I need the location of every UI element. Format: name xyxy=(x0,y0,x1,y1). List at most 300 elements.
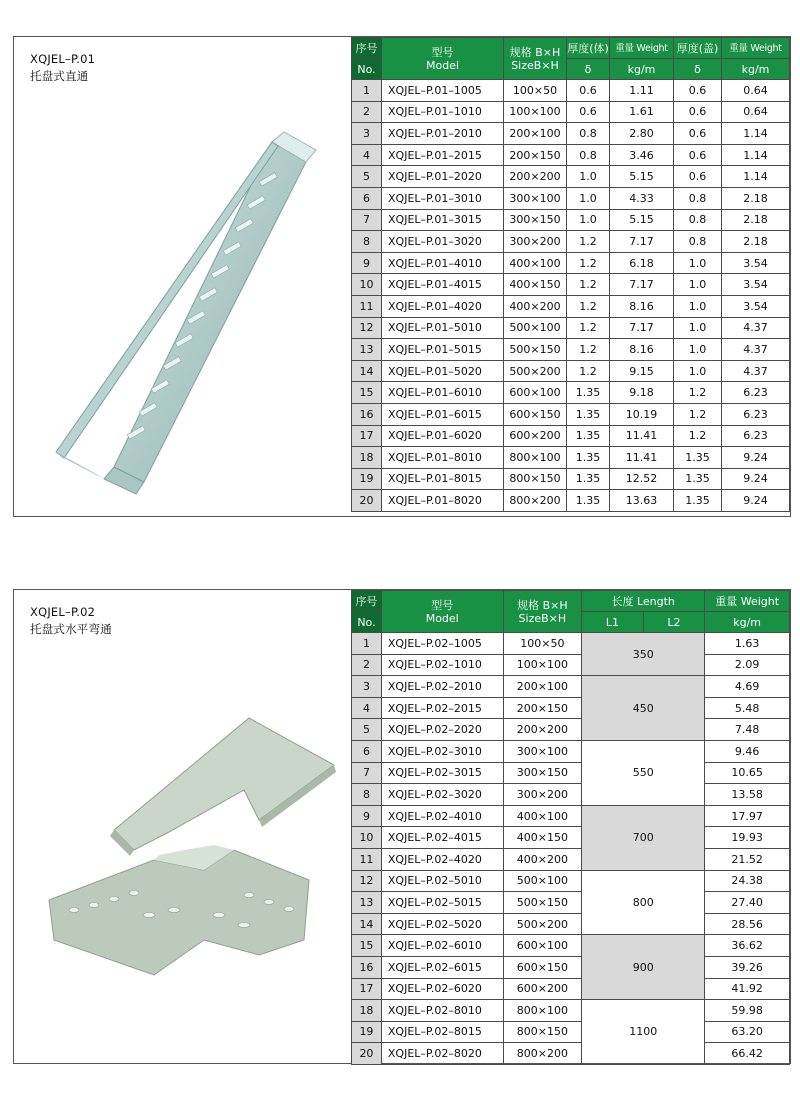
size-cell: 600×150 xyxy=(504,403,567,425)
size-cell: 600×100 xyxy=(503,935,582,957)
table-row xyxy=(352,166,790,188)
table-row xyxy=(352,80,790,102)
row-index: 2 xyxy=(352,101,382,123)
thickness-cover-cell: 1.2 xyxy=(674,425,722,447)
model-cell: XQJEL–P.02–3010 xyxy=(381,740,503,762)
weight-cell: 28.56 xyxy=(705,913,790,935)
table-row xyxy=(352,209,790,231)
model-cell: XQJEL–P.01–5020 xyxy=(382,360,504,382)
weight-body-cell: 7.17 xyxy=(610,317,674,339)
table-row xyxy=(352,654,790,676)
weight-body-cell: 8.16 xyxy=(610,295,674,317)
weight-body-cell: 13.63 xyxy=(610,490,674,512)
product-photo-panel xyxy=(14,37,350,516)
length-cell: 700 xyxy=(582,805,705,870)
weight-cover-cell: 2.18 xyxy=(722,187,790,209)
model-cell: XQJEL–P.01–8010 xyxy=(382,447,504,469)
header-thick-cover-unit: δ xyxy=(674,59,722,80)
table-row xyxy=(352,892,790,914)
weight-cover-cell: 1.14 xyxy=(722,123,790,145)
weight-cover-cell: 3.54 xyxy=(722,274,790,296)
weight-cover-cell: 1.14 xyxy=(722,144,790,166)
row-index: 4 xyxy=(352,697,382,719)
weight-body-cell: 12.52 xyxy=(610,468,674,490)
row-index: 11 xyxy=(352,295,382,317)
size-cell: 800×200 xyxy=(504,490,567,512)
row-index: 1 xyxy=(352,633,382,655)
thickness-body-cell: 1.0 xyxy=(567,187,610,209)
model-cell: XQJEL–P.02–8020 xyxy=(381,1043,503,1065)
size-cell: 300×100 xyxy=(504,187,567,209)
model-cell: XQJEL–P.01–6010 xyxy=(382,382,504,404)
size-cell: 400×150 xyxy=(503,827,582,849)
size-cell: 300×200 xyxy=(503,784,582,806)
model-cell: XQJEL–P.01–2010 xyxy=(382,123,504,145)
size-cell: 500×150 xyxy=(504,339,567,361)
size-cell: 200×150 xyxy=(504,144,567,166)
weight-cell: 5.48 xyxy=(705,697,790,719)
row-index: 12 xyxy=(352,870,382,892)
row-index: 8 xyxy=(352,784,382,806)
weight-cell: 4.69 xyxy=(705,676,790,698)
header-l1: L1 xyxy=(582,612,644,633)
table-row xyxy=(352,676,790,698)
size-cell: 300×100 xyxy=(503,740,582,762)
row-index: 18 xyxy=(352,447,382,469)
weight-body-cell: 9.18 xyxy=(610,382,674,404)
thickness-body-cell: 1.0 xyxy=(567,166,610,188)
model-cell: XQJEL–P.01–6015 xyxy=(382,403,504,425)
weight-body-cell: 9.15 xyxy=(610,360,674,382)
thickness-body-cell: 1.35 xyxy=(567,425,610,447)
table-row xyxy=(352,187,790,209)
header-length: 长度 Length xyxy=(582,591,705,612)
size-cell: 800×200 xyxy=(503,1043,582,1065)
thickness-body-cell: 1.2 xyxy=(567,317,610,339)
table-row xyxy=(352,317,790,339)
table-row xyxy=(352,231,790,253)
straight-tray-photo xyxy=(44,122,334,502)
length-cell: 900 xyxy=(582,935,705,1000)
thickness-body-cell: 1.2 xyxy=(567,295,610,317)
thickness-cover-cell: 1.0 xyxy=(674,295,722,317)
thickness-body-cell: 1.2 xyxy=(567,360,610,382)
weight-cell: 21.52 xyxy=(705,848,790,870)
weight-cover-cell: 4.37 xyxy=(722,339,790,361)
size-cell: 300×150 xyxy=(504,209,567,231)
weight-body-cell: 1.61 xyxy=(610,101,674,123)
size-cell: 800×150 xyxy=(504,468,567,490)
size-cell: 200×200 xyxy=(503,719,582,741)
header-model: 型号 Model xyxy=(381,591,503,633)
table-row xyxy=(352,956,790,978)
model-cell: XQJEL–P.01–3015 xyxy=(382,209,504,231)
header-thick-cover: 厚度(盖) xyxy=(674,38,722,59)
header-l2: L2 xyxy=(643,612,705,633)
row-index: 16 xyxy=(352,956,382,978)
row-index: 4 xyxy=(352,144,382,166)
size-cell: 200×100 xyxy=(503,676,582,698)
model-cell: XQJEL–P.02–8010 xyxy=(381,1000,503,1022)
header-weight-cover-unit: kg/m xyxy=(722,59,790,80)
weight-cover-cell: 4.37 xyxy=(722,317,790,339)
weight-cell: 13.58 xyxy=(705,784,790,806)
row-index: 16 xyxy=(352,403,382,425)
thickness-body-cell: 1.2 xyxy=(567,274,610,296)
weight-cell: 1.63 xyxy=(705,633,790,655)
model-cell: XQJEL–P.02–1010 xyxy=(381,654,503,676)
model-cell: XQJEL–P.01–5015 xyxy=(382,339,504,361)
row-index: 1 xyxy=(352,80,382,102)
table-row xyxy=(352,870,790,892)
weight-cover-cell: 9.24 xyxy=(722,447,790,469)
product-block-straight-tray xyxy=(13,36,791,517)
thickness-body-cell: 0.6 xyxy=(567,101,610,123)
model-cell: XQJEL–P.01–5010 xyxy=(382,317,504,339)
weight-cell: 59.98 xyxy=(705,1000,790,1022)
table-row xyxy=(352,490,790,512)
weight-body-cell: 7.17 xyxy=(610,274,674,296)
table-row xyxy=(352,252,790,274)
header-model: 型号 Model xyxy=(382,38,504,80)
weight-cover-cell: 0.64 xyxy=(722,101,790,123)
table-row xyxy=(352,805,790,827)
header-weight-body-unit: kg/m xyxy=(610,59,674,80)
weight-body-cell: 1.11 xyxy=(610,80,674,102)
table-row xyxy=(352,425,790,447)
thickness-cover-cell: 0.6 xyxy=(674,144,722,166)
row-index: 19 xyxy=(352,468,382,490)
thickness-cover-cell: 1.2 xyxy=(674,382,722,404)
thickness-cover-cell: 1.0 xyxy=(674,360,722,382)
weight-body-cell: 11.41 xyxy=(610,425,674,447)
length-cell: 550 xyxy=(582,740,705,805)
thickness-cover-cell: 1.35 xyxy=(674,468,722,490)
size-cell: 800×100 xyxy=(504,447,567,469)
size-cell: 200×150 xyxy=(503,697,582,719)
table-row xyxy=(352,633,790,655)
length-cell: 800 xyxy=(582,870,705,935)
weight-cell: 2.09 xyxy=(705,654,790,676)
weight-cover-cell: 2.18 xyxy=(722,231,790,253)
product-code: XQJEL–P.01 xyxy=(30,52,96,66)
weight-body-cell: 3.46 xyxy=(610,144,674,166)
weight-body-cell: 11.41 xyxy=(610,447,674,469)
product-code-label xyxy=(30,51,95,85)
model-cell: XQJEL–P.02–5015 xyxy=(381,892,503,914)
model-cell: XQJEL–P.01–1010 xyxy=(382,101,504,123)
length-cell: 450 xyxy=(582,676,705,741)
row-index: 10 xyxy=(352,274,382,296)
model-cell: XQJEL–P.01–1005 xyxy=(382,80,504,102)
header-index: 序号 xyxy=(352,591,382,612)
weight-body-cell: 5.15 xyxy=(610,209,674,231)
thickness-cover-cell: 0.6 xyxy=(674,166,722,188)
row-index: 3 xyxy=(352,123,382,145)
model-cell: XQJEL–P.01–2020 xyxy=(382,166,504,188)
row-index: 13 xyxy=(352,892,382,914)
model-cell: XQJEL–P.01–4010 xyxy=(382,252,504,274)
thickness-body-cell: 1.2 xyxy=(567,252,610,274)
table-row xyxy=(352,1043,790,1065)
size-cell: 400×100 xyxy=(503,805,582,827)
weight-cell: 19.93 xyxy=(705,827,790,849)
thickness-cover-cell: 0.8 xyxy=(674,209,722,231)
model-cell: XQJEL–P.02–3020 xyxy=(381,784,503,806)
size-cell: 100×50 xyxy=(504,80,567,102)
model-cell: XQJEL–P.02–6010 xyxy=(381,935,503,957)
thickness-cover-cell: 1.35 xyxy=(674,447,722,469)
table-row xyxy=(352,274,790,296)
table-row xyxy=(352,360,790,382)
table-row xyxy=(352,827,790,849)
weight-cell: 7.48 xyxy=(705,719,790,741)
table-row xyxy=(352,935,790,957)
size-cell: 600×150 xyxy=(503,956,582,978)
table-row xyxy=(352,101,790,123)
header-index: 序号 xyxy=(352,38,382,59)
size-cell: 100×50 xyxy=(503,633,582,655)
horizontal-bend-rows xyxy=(352,633,790,1065)
table-row xyxy=(352,762,790,784)
model-cell: XQJEL–P.01–3020 xyxy=(382,231,504,253)
row-index: 11 xyxy=(352,848,382,870)
model-cell: XQJEL–P.01–4020 xyxy=(382,295,504,317)
weight-cell: 17.97 xyxy=(705,805,790,827)
row-index: 20 xyxy=(352,490,382,512)
weight-body-cell: 6.18 xyxy=(610,252,674,274)
model-cell: XQJEL–P.02–4020 xyxy=(381,848,503,870)
header-thick-body: 厚度(体) xyxy=(567,38,610,59)
weight-cell: 9.46 xyxy=(705,740,790,762)
row-index: 3 xyxy=(352,676,382,698)
size-cell: 400×200 xyxy=(504,295,567,317)
thickness-cover-cell: 1.0 xyxy=(674,274,722,296)
weight-body-cell: 7.17 xyxy=(610,231,674,253)
size-cell: 600×200 xyxy=(503,978,582,1000)
model-cell: XQJEL–P.02–1005 xyxy=(381,633,503,655)
model-cell: XQJEL–P.01–3010 xyxy=(382,187,504,209)
model-cell: XQJEL–P.02–2020 xyxy=(381,719,503,741)
table-row xyxy=(352,848,790,870)
header-index-en: No. xyxy=(352,59,382,80)
weight-cell: 66.42 xyxy=(705,1043,790,1065)
thickness-cover-cell: 1.0 xyxy=(674,252,722,274)
row-index: 20 xyxy=(352,1043,382,1065)
thickness-cover-cell: 0.6 xyxy=(674,101,722,123)
table-row xyxy=(352,382,790,404)
table-row xyxy=(352,784,790,806)
table-row xyxy=(352,1000,790,1022)
size-cell: 300×200 xyxy=(504,231,567,253)
table-row xyxy=(352,144,790,166)
thickness-cover-cell: 0.8 xyxy=(674,231,722,253)
table-row xyxy=(352,719,790,741)
model-cell: XQJEL–P.01–4015 xyxy=(382,274,504,296)
weight-body-cell: 10.19 xyxy=(610,403,674,425)
thickness-cover-cell: 0.8 xyxy=(674,187,722,209)
size-cell: 400×100 xyxy=(504,252,567,274)
size-cell: 300×150 xyxy=(503,762,582,784)
header-size: 规格 B×H SizeB×H xyxy=(504,38,567,80)
header-thick-body-unit: δ xyxy=(567,59,610,80)
row-index: 14 xyxy=(352,913,382,935)
row-index: 7 xyxy=(352,762,382,784)
horizontal-bend-spec-table xyxy=(351,590,790,1065)
table-row xyxy=(352,295,790,317)
model-cell: XQJEL–P.02–8015 xyxy=(381,1021,503,1043)
row-index: 7 xyxy=(352,209,382,231)
header-weight-unit: kg/m xyxy=(705,612,790,633)
row-index: 15 xyxy=(352,382,382,404)
table-row xyxy=(352,447,790,469)
model-cell: XQJEL–P.02–3015 xyxy=(381,762,503,784)
header-weight: 重量 Weight xyxy=(705,591,790,612)
row-index: 9 xyxy=(352,252,382,274)
row-index: 17 xyxy=(352,978,382,1000)
size-cell: 100×100 xyxy=(503,654,582,676)
weight-cover-cell: 3.54 xyxy=(722,252,790,274)
row-index: 5 xyxy=(352,719,382,741)
table-row xyxy=(352,978,790,1000)
size-cell: 500×100 xyxy=(504,317,567,339)
size-cell: 400×150 xyxy=(504,274,567,296)
size-cell: 500×200 xyxy=(504,360,567,382)
product-code: XQJEL–P.02 xyxy=(30,605,96,619)
straight-tray-spec-table xyxy=(351,37,790,512)
size-cell: 200×100 xyxy=(504,123,567,145)
header-size: 规格 B×H SizeB×H xyxy=(503,591,582,633)
model-cell: XQJEL–P.02–2015 xyxy=(381,697,503,719)
thickness-body-cell: 1.35 xyxy=(567,447,610,469)
model-cell: XQJEL–P.01–8015 xyxy=(382,468,504,490)
thickness-cover-cell: 1.35 xyxy=(674,490,722,512)
row-index: 12 xyxy=(352,317,382,339)
weight-cover-cell: 6.23 xyxy=(722,425,790,447)
weight-body-cell: 8.16 xyxy=(610,339,674,361)
product-photo-panel xyxy=(14,590,350,1063)
row-index: 6 xyxy=(352,740,382,762)
weight-cover-cell: 4.37 xyxy=(722,360,790,382)
thickness-cover-cell: 1.0 xyxy=(674,317,722,339)
thickness-body-cell: 0.8 xyxy=(567,123,610,145)
horizontal-bend-photo xyxy=(34,710,339,1010)
size-cell: 600×100 xyxy=(504,382,567,404)
model-cell: XQJEL–P.02–4010 xyxy=(381,805,503,827)
row-index: 10 xyxy=(352,827,382,849)
thickness-body-cell: 0.6 xyxy=(567,80,610,102)
size-cell: 500×100 xyxy=(503,870,582,892)
model-cell: XQJEL–P.01–8020 xyxy=(382,490,504,512)
model-cell: XQJEL–P.02–4015 xyxy=(381,827,503,849)
weight-cover-cell: 6.23 xyxy=(722,403,790,425)
weight-body-cell: 5.15 xyxy=(610,166,674,188)
row-index: 6 xyxy=(352,187,382,209)
thickness-cover-cell: 1.2 xyxy=(674,403,722,425)
product-code-label xyxy=(30,604,112,638)
weight-cover-cell: 3.54 xyxy=(722,295,790,317)
thickness-body-cell: 1.35 xyxy=(567,403,610,425)
weight-cover-cell: 6.23 xyxy=(722,382,790,404)
weight-cover-cell: 1.14 xyxy=(722,166,790,188)
weight-cell: 41.92 xyxy=(705,978,790,1000)
thickness-body-cell: 1.35 xyxy=(567,382,610,404)
size-cell: 500×200 xyxy=(503,913,582,935)
weight-body-cell: 2.80 xyxy=(610,123,674,145)
weight-cell: 63.20 xyxy=(705,1021,790,1043)
model-cell: XQJEL–P.02–5010 xyxy=(381,870,503,892)
table-row xyxy=(352,403,790,425)
size-cell: 500×150 xyxy=(503,892,582,914)
thickness-body-cell: 1.2 xyxy=(567,339,610,361)
weight-cover-cell: 0.64 xyxy=(722,80,790,102)
thickness-body-cell: 1.35 xyxy=(567,468,610,490)
model-cell: XQJEL–P.02–2010 xyxy=(381,676,503,698)
weight-body-cell: 4.33 xyxy=(610,187,674,209)
header-index-en: No. xyxy=(352,612,382,633)
row-index: 9 xyxy=(352,805,382,827)
row-index: 5 xyxy=(352,166,382,188)
table-row xyxy=(352,740,790,762)
length-cell: 350 xyxy=(582,633,705,676)
table-row xyxy=(352,1021,790,1043)
weight-cover-cell: 9.24 xyxy=(722,468,790,490)
model-cell: XQJEL–P.01–6020 xyxy=(382,425,504,447)
model-cell: XQJEL–P.02–6015 xyxy=(381,956,503,978)
model-cell: XQJEL–P.02–5020 xyxy=(381,913,503,935)
straight-tray-rows xyxy=(352,80,790,512)
size-cell: 200×200 xyxy=(504,166,567,188)
thickness-cover-cell: 0.6 xyxy=(674,123,722,145)
weight-cell: 24.38 xyxy=(705,870,790,892)
header-weight-body: 重量 Weight xyxy=(610,38,674,59)
row-index: 13 xyxy=(352,339,382,361)
row-index: 2 xyxy=(352,654,382,676)
table-row xyxy=(352,123,790,145)
product-block-horizontal-bend xyxy=(13,589,791,1064)
table-row xyxy=(352,339,790,361)
product-name: 托盘式水平弯通 xyxy=(30,622,112,636)
row-index: 15 xyxy=(352,935,382,957)
weight-cell: 39.26 xyxy=(705,956,790,978)
row-index: 18 xyxy=(352,1000,382,1022)
header-weight-cover: 重量 Weight xyxy=(722,38,790,59)
length-cell: 1100 xyxy=(582,1000,705,1065)
row-index: 14 xyxy=(352,360,382,382)
model-cell: XQJEL–P.01–2015 xyxy=(382,144,504,166)
weight-cell: 27.40 xyxy=(705,892,790,914)
size-cell: 600×200 xyxy=(504,425,567,447)
thickness-body-cell: 1.0 xyxy=(567,209,610,231)
thickness-cover-cell: 1.0 xyxy=(674,339,722,361)
weight-cell: 36.62 xyxy=(705,935,790,957)
thickness-body-cell: 0.8 xyxy=(567,144,610,166)
table-row xyxy=(352,697,790,719)
size-cell: 800×100 xyxy=(503,1000,582,1022)
weight-cover-cell: 9.24 xyxy=(722,490,790,512)
thickness-body-cell: 1.35 xyxy=(567,490,610,512)
product-name: 托盘式直通 xyxy=(30,69,89,83)
size-cell: 100×100 xyxy=(504,101,567,123)
size-cell: 400×200 xyxy=(503,848,582,870)
table-row xyxy=(352,468,790,490)
row-index: 19 xyxy=(352,1021,382,1043)
weight-cover-cell: 2.18 xyxy=(722,209,790,231)
table-row xyxy=(352,913,790,935)
row-index: 17 xyxy=(352,425,382,447)
size-cell: 800×150 xyxy=(503,1021,582,1043)
thickness-cover-cell: 0.6 xyxy=(674,80,722,102)
